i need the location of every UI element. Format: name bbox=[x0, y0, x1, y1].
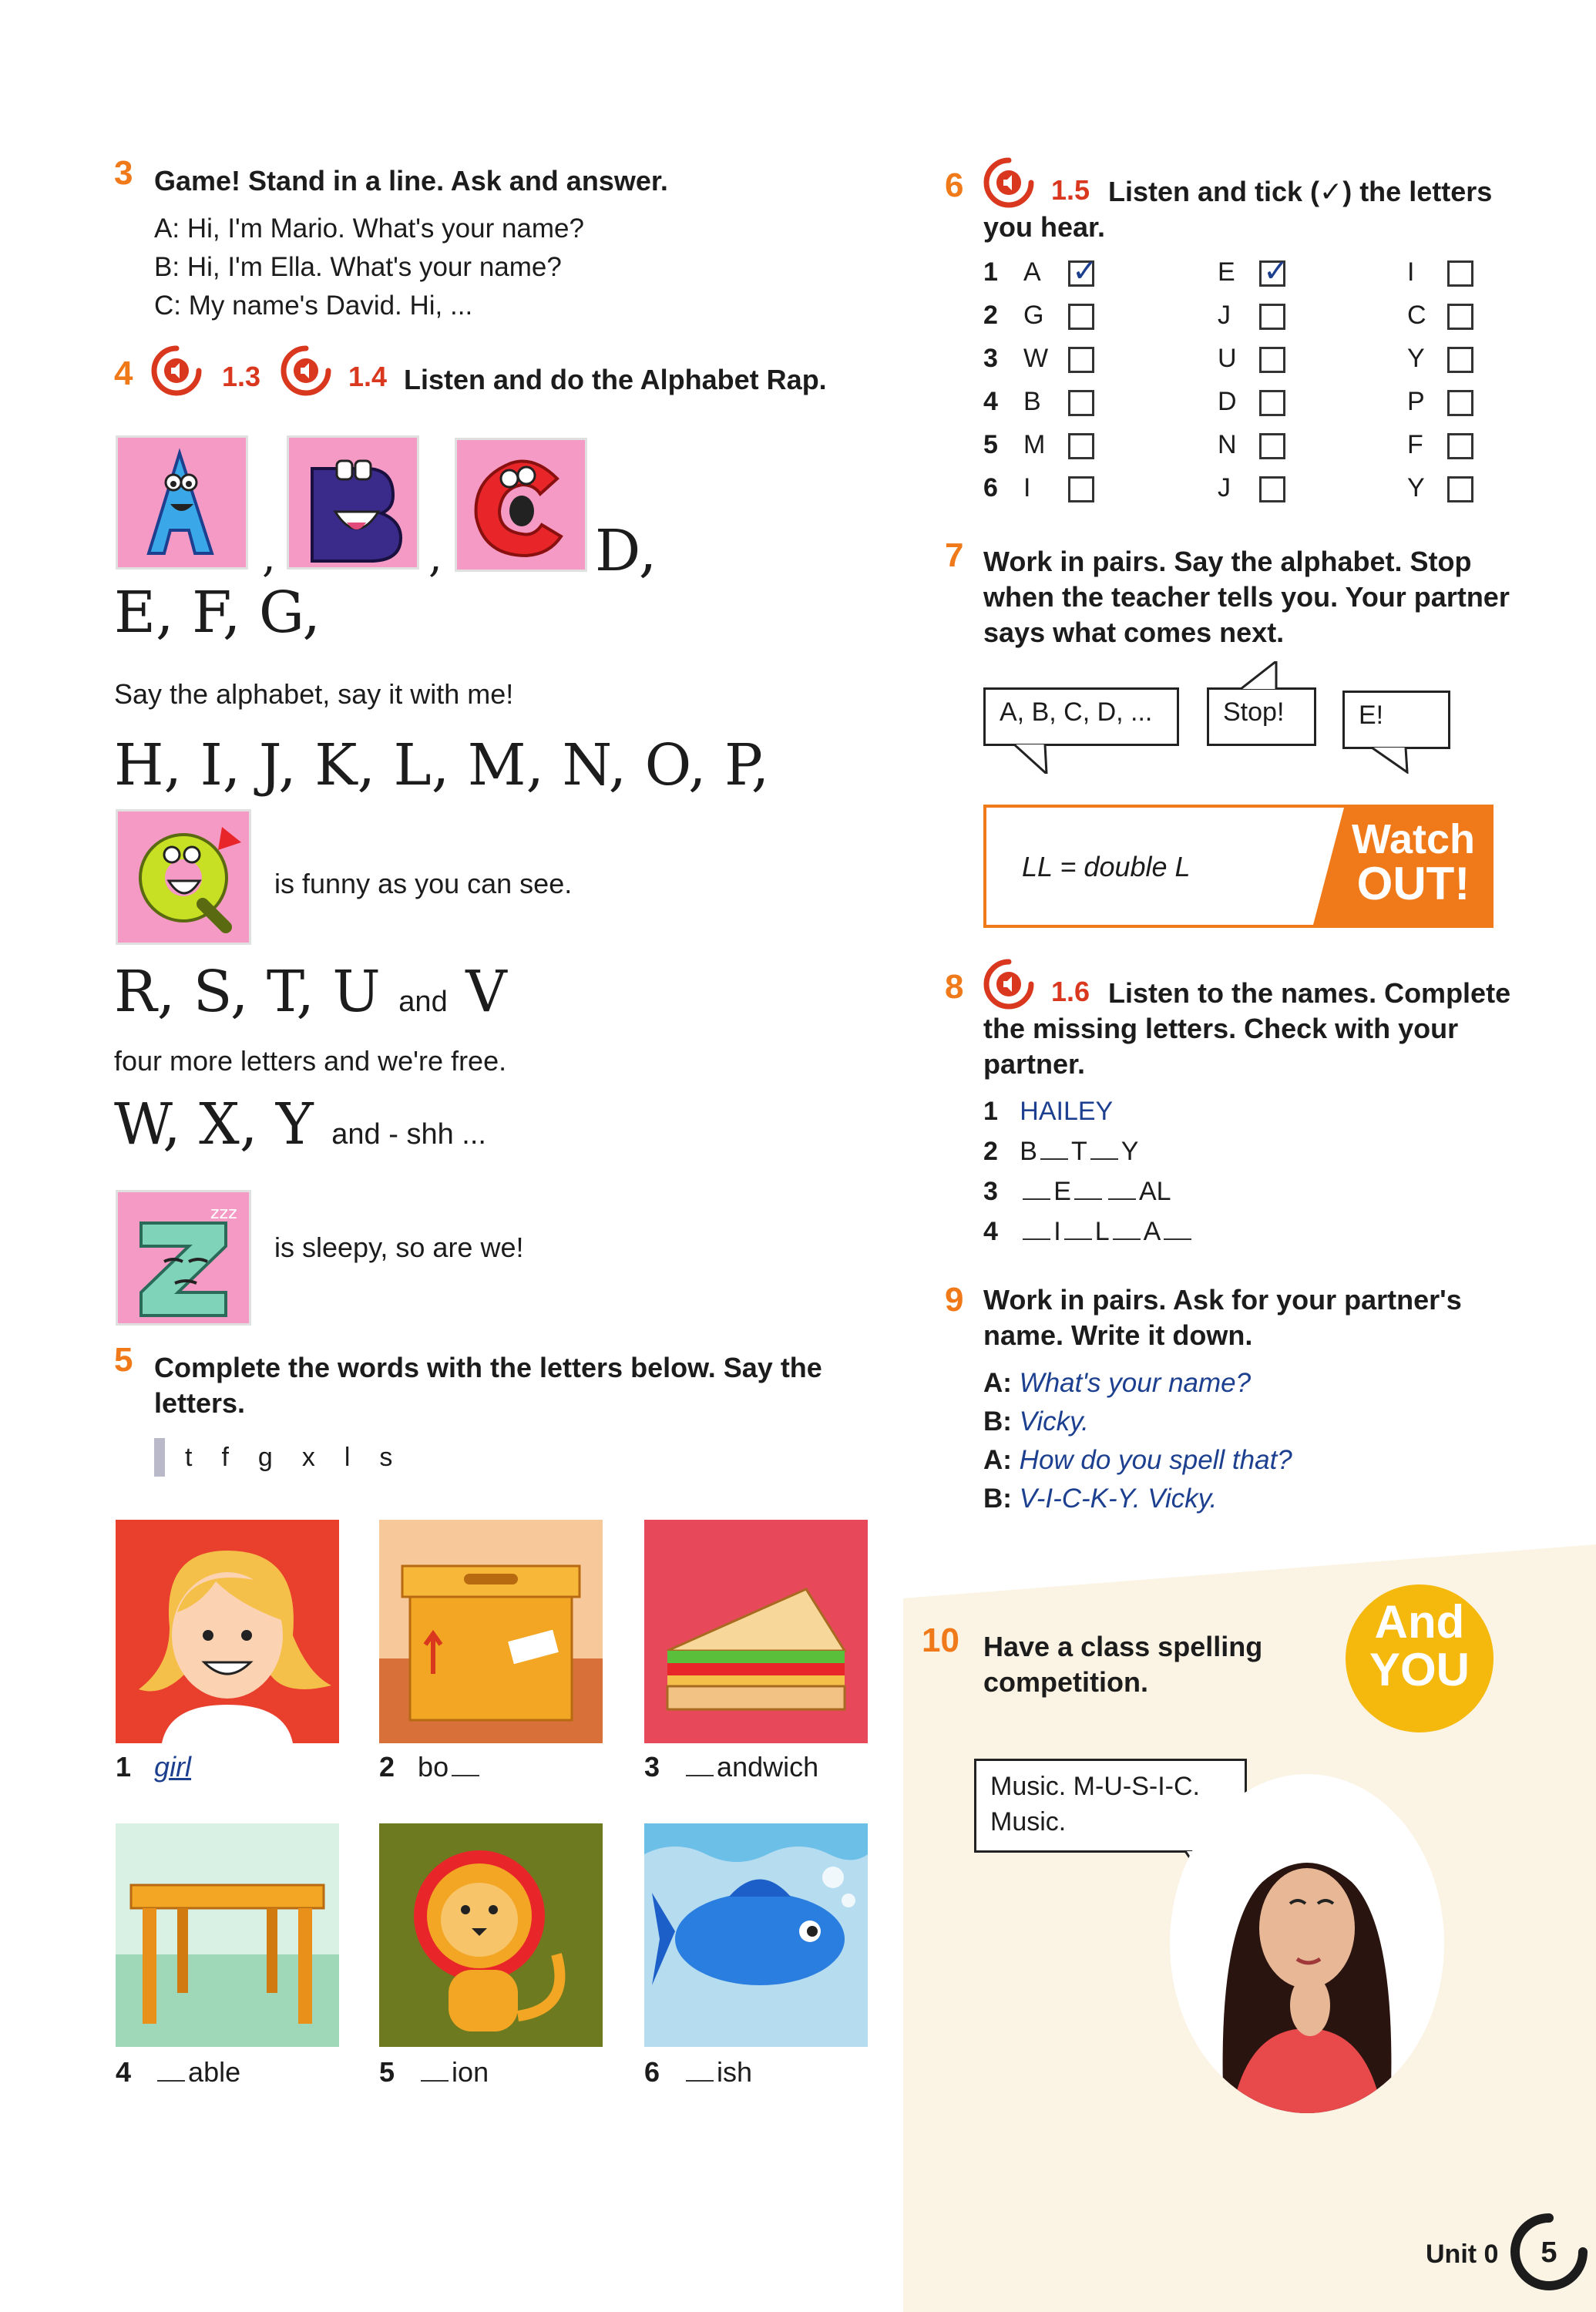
letter-a-character-icon bbox=[118, 438, 246, 567]
word-item-3: 3 andwich bbox=[644, 1751, 819, 1783]
answer-blank[interactable] bbox=[421, 2060, 449, 2082]
answer-blank[interactable] bbox=[1074, 1178, 1102, 1200]
tick-box[interactable] bbox=[1259, 304, 1285, 330]
letter-option: f bbox=[221, 1443, 229, 1472]
ex9-line: A: What's your name? bbox=[983, 1368, 1252, 1398]
answer-blank[interactable] bbox=[1040, 1138, 1068, 1160]
ex9-dialogue bbox=[983, 1364, 1292, 1518]
letter-c-tile bbox=[455, 438, 587, 572]
letter-a-tile bbox=[116, 435, 248, 570]
rap-say-line: Say the alphabet, say it with me! bbox=[114, 678, 514, 710]
rap-line-hp: H, I, J, K, L, M, N, O, P, bbox=[114, 732, 770, 798]
tick-box[interactable] bbox=[1068, 304, 1094, 330]
letter-option: s bbox=[379, 1443, 393, 1472]
speech-bubble: Music. M-U-S-I-C. Music. bbox=[974, 1759, 1247, 1853]
ex3-line: B: Hi, I'm Ella. What's your name? bbox=[154, 252, 562, 282]
rap-funny-line: is funny as you can see. bbox=[274, 868, 573, 899]
letter-z-character-icon bbox=[118, 1192, 249, 1323]
letter-option: x bbox=[301, 1443, 315, 1472]
letter-z-tile bbox=[116, 1190, 251, 1326]
girl-icon bbox=[116, 1520, 339, 1743]
ex6-number: 6 bbox=[945, 166, 964, 204]
ex7-title: Work in pairs. Say the alphabet. Stop when the teacher tells you. Your partner says what comes next. bbox=[983, 546, 1510, 648]
ex7-number: 7 bbox=[945, 536, 964, 574]
track-number: 1.3 bbox=[222, 361, 261, 392]
lion-icon bbox=[379, 1823, 603, 2047]
speech-bubble: Stop! bbox=[1207, 687, 1316, 746]
letter-option: l bbox=[344, 1443, 351, 1472]
answer-blank[interactable] bbox=[1023, 1178, 1050, 1200]
watch-out-label: Watch OUT! bbox=[1352, 816, 1475, 909]
ex3-title: Game! Stand in a line. Ask and answer. bbox=[154, 165, 668, 197]
letter-c-character-icon bbox=[457, 440, 585, 570]
rap-line-wy: W, X, Y and - shh ... bbox=[114, 1091, 486, 1158]
word-item-5: 5 ion bbox=[379, 2056, 489, 2088]
rap-line-rv: R, S, T, U and V bbox=[114, 959, 507, 1025]
tick-box[interactable] bbox=[1447, 304, 1473, 330]
ex10-number: 10 bbox=[922, 1621, 959, 1659]
answer-blank[interactable] bbox=[452, 1755, 479, 1776]
ex5-title: Complete the words with the letters below. Say the letters. bbox=[154, 1352, 822, 1419]
tick-box[interactable] bbox=[1259, 254, 1289, 288]
tick-box[interactable] bbox=[1447, 476, 1473, 502]
word-item-4: 4 able bbox=[116, 2056, 241, 2088]
ex10-title: Have a class spelling competition. bbox=[983, 1631, 1263, 1698]
ex5-number: 5 bbox=[114, 1341, 133, 1379]
ex3-line: C: My name's David. Hi, ... bbox=[154, 291, 473, 321]
tick-mark-icon: ✓ bbox=[1263, 254, 1289, 288]
letter-b-character-icon bbox=[289, 438, 417, 567]
tick-box[interactable] bbox=[1447, 347, 1473, 373]
rap-four-line: four more letters and we're free. bbox=[114, 1045, 507, 1077]
table-picture bbox=[116, 1823, 339, 2047]
letter-q-tile bbox=[116, 809, 251, 945]
word-item-2: 2 bo bbox=[379, 1751, 482, 1783]
ex9-title: Work in pairs. Ask for your partner's name. Write it down. bbox=[983, 1284, 1462, 1351]
audio-icon[interactable] bbox=[281, 345, 331, 396]
word-item-6: 6 ish bbox=[644, 2056, 753, 2088]
tick-box[interactable] bbox=[1259, 347, 1285, 373]
ex8-title: Listen to the names. Complete the missing letters. Check with your partner. bbox=[983, 977, 1511, 1080]
letter-option: g bbox=[257, 1443, 273, 1472]
and-you-badge: And YOU bbox=[1369, 1596, 1470, 1695]
answer-blank[interactable] bbox=[1023, 1218, 1050, 1240]
box-icon bbox=[379, 1520, 603, 1743]
table-icon bbox=[116, 1823, 339, 2047]
answer-blank[interactable] bbox=[1064, 1218, 1092, 1240]
tick-mark-icon: ✓ bbox=[1072, 254, 1098, 288]
speech-bubble: A, B, C, D, ... bbox=[983, 687, 1179, 746]
tick-box[interactable] bbox=[1068, 390, 1094, 416]
ex8-list bbox=[983, 1091, 1194, 1252]
ex8-item: 2 B T Y bbox=[983, 1137, 1139, 1166]
letter-option: t bbox=[185, 1443, 193, 1472]
ex3-line: A: Hi, I'm Mario. What's your name? bbox=[154, 213, 584, 244]
rap-line-d: D, bbox=[595, 518, 657, 584]
answer-blank[interactable] bbox=[157, 2060, 185, 2082]
girl-picture bbox=[116, 1520, 339, 1743]
ex8-item: 1 HAILEY bbox=[983, 1097, 1114, 1126]
tick-box[interactable] bbox=[1068, 347, 1094, 373]
tick-box[interactable] bbox=[1068, 433, 1094, 459]
rap-comma: , bbox=[262, 532, 276, 582]
track-number: 1.5 bbox=[1051, 174, 1090, 206]
answer-blank[interactable] bbox=[686, 2060, 714, 2082]
watch-out-text: LL = double L bbox=[1022, 851, 1191, 882]
rap-sleepy-line: is sleepy, so are we! bbox=[274, 1232, 524, 1263]
fish-picture bbox=[644, 1823, 868, 2047]
ex8-item: 3 E AL bbox=[983, 1177, 1171, 1206]
ex4-number: 4 bbox=[114, 355, 133, 392]
word-item-1: 1 girl bbox=[116, 1751, 192, 1783]
ex3-number: 3 bbox=[114, 154, 133, 192]
student-girl-icon bbox=[1170, 1774, 1444, 2113]
track-number: 1.6 bbox=[1051, 976, 1090, 1007]
answer-blank[interactable] bbox=[1090, 1138, 1118, 1160]
ex9-line: B: Vicky. bbox=[983, 1406, 1089, 1437]
fish-icon bbox=[644, 1823, 868, 2047]
student-photo bbox=[1170, 1774, 1444, 2113]
rap-line-efg: E, F, G, bbox=[114, 580, 321, 646]
rap-comma: , bbox=[428, 532, 442, 582]
ex9-line: A: How do you spell that? bbox=[983, 1445, 1292, 1475]
ex9-number: 9 bbox=[945, 1281, 964, 1319]
ex3-dialogue bbox=[154, 210, 584, 325]
answer-blank[interactable] bbox=[1113, 1218, 1141, 1240]
letter-b-tile bbox=[287, 435, 419, 570]
tick-box[interactable] bbox=[1068, 476, 1094, 502]
box-picture bbox=[379, 1520, 603, 1743]
letter-bank bbox=[185, 1443, 392, 1473]
lion-picture bbox=[379, 1823, 603, 2047]
audio-icon[interactable] bbox=[151, 345, 202, 396]
ex6-title: Listen and tick (✓) the letters you hear. bbox=[983, 176, 1493, 243]
sandwich-picture bbox=[644, 1520, 868, 1743]
ex8-number: 8 bbox=[945, 968, 964, 1006]
sandwich-icon bbox=[644, 1520, 868, 1743]
bubble-tail-icon bbox=[1372, 746, 1418, 774]
answer-blank[interactable] bbox=[1164, 1218, 1191, 1240]
tick-box[interactable] bbox=[1068, 254, 1098, 288]
bubble-tail-icon bbox=[1241, 661, 1287, 691]
tick-box[interactable] bbox=[1259, 476, 1285, 502]
bubble-tail-icon bbox=[1014, 743, 1060, 774]
tick-box[interactable] bbox=[1447, 260, 1473, 287]
page-number: 5 bbox=[1541, 2236, 1557, 2269]
speech-bubble: E! bbox=[1342, 691, 1450, 749]
answer-blank[interactable] bbox=[686, 1755, 714, 1776]
answer-blank[interactable] bbox=[1108, 1178, 1136, 1200]
tick-box[interactable] bbox=[1447, 390, 1473, 416]
unit-label: Unit 0 bbox=[1426, 2240, 1499, 2269]
ex8-item: 4 I L A bbox=[983, 1211, 1194, 1252]
letter-bank-marker bbox=[154, 1438, 165, 1477]
ex9-line: B: V-I-C-K-Y. Vicky. bbox=[983, 1484, 1218, 1514]
tick-box[interactable] bbox=[1447, 433, 1473, 459]
sleep-zzz-icon: zzz bbox=[210, 1204, 237, 1223]
ex4-title: Listen and do the Alphabet Rap. bbox=[404, 364, 827, 395]
letter-q-character-icon bbox=[118, 812, 249, 943]
tick-box[interactable] bbox=[1259, 433, 1285, 459]
tick-box[interactable] bbox=[1259, 390, 1285, 416]
track-number: 1.4 bbox=[348, 361, 388, 392]
